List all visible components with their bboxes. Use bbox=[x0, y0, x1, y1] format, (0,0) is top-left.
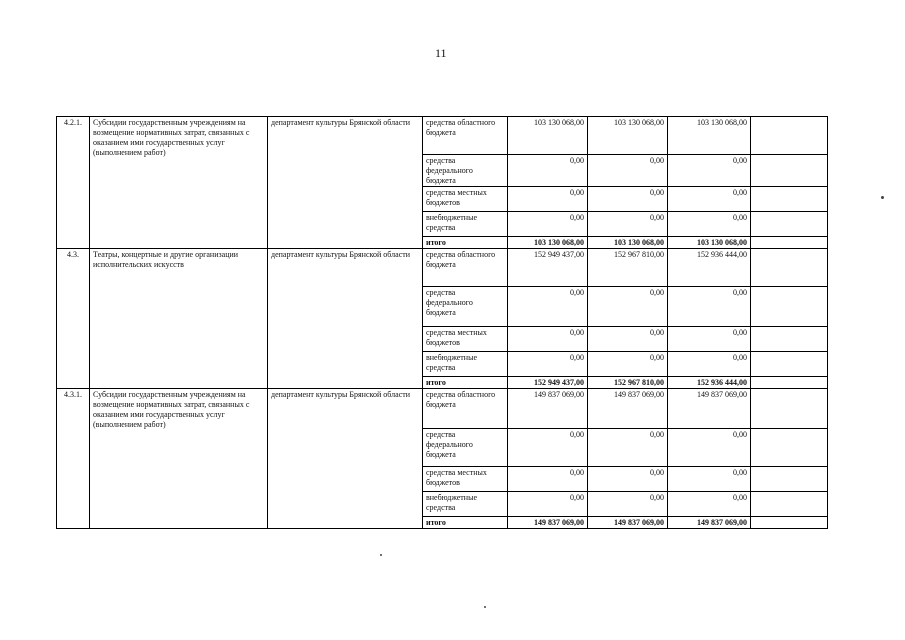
section-department: департамент культуры Брянской области bbox=[268, 249, 423, 389]
amount-cell: 0,00 bbox=[668, 212, 751, 237]
empty-cell bbox=[751, 467, 828, 492]
amount-cell: 0,00 bbox=[508, 467, 588, 492]
section-number: 4.2.1. bbox=[57, 117, 90, 249]
funding-source: средства местных бюджетов bbox=[423, 327, 508, 352]
funding-source: средства федерального бюджета bbox=[423, 155, 508, 187]
empty-cell bbox=[751, 249, 828, 287]
page-number: 11 bbox=[435, 46, 447, 60]
empty-cell bbox=[751, 237, 828, 249]
total-amount: 103 130 068,00 bbox=[508, 237, 588, 249]
empty-cell bbox=[751, 155, 828, 187]
section-department: департамент культуры Брянской области bbox=[268, 117, 423, 249]
funding-source: средства областного бюджета bbox=[423, 389, 508, 429]
amount-cell: 0,00 bbox=[508, 492, 588, 517]
amount-cell: 0,00 bbox=[668, 467, 751, 492]
table-row bbox=[57, 249, 828, 287]
total-label: итого bbox=[423, 237, 508, 249]
amount-cell: 0,00 bbox=[668, 429, 751, 467]
table-row bbox=[57, 389, 828, 429]
empty-cell bbox=[751, 187, 828, 212]
total-amount: 149 837 069,00 bbox=[668, 517, 751, 529]
scan-speck bbox=[380, 554, 382, 556]
amount-cell: 0,00 bbox=[508, 187, 588, 212]
budget-table bbox=[56, 116, 828, 529]
amount-cell: 103 130 068,00 bbox=[508, 117, 588, 155]
amount-cell: 0,00 bbox=[668, 187, 751, 212]
amount-cell: 0,00 bbox=[508, 287, 588, 327]
amount-cell: 0,00 bbox=[588, 212, 668, 237]
empty-cell bbox=[751, 517, 828, 529]
amount-cell: 149 837 069,00 bbox=[588, 389, 668, 429]
amount-cell: 152 949 437,00 bbox=[508, 249, 588, 287]
amount-cell: 0,00 bbox=[668, 155, 751, 187]
amount-cell: 149 837 069,00 bbox=[668, 389, 751, 429]
amount-cell: 0,00 bbox=[588, 287, 668, 327]
empty-cell bbox=[751, 117, 828, 155]
total-label: итого bbox=[423, 377, 508, 389]
amount-cell: 0,00 bbox=[668, 492, 751, 517]
amount-cell: 0,00 bbox=[508, 212, 588, 237]
amount-cell: 0,00 bbox=[588, 187, 668, 212]
funding-source: средства федерального бюджета bbox=[423, 429, 508, 467]
empty-cell bbox=[751, 212, 828, 237]
funding-source: средства местных бюджетов bbox=[423, 467, 508, 492]
amount-cell: 103 130 068,00 bbox=[668, 117, 751, 155]
amount-cell: 0,00 bbox=[588, 327, 668, 352]
total-amount: 152 936 444,00 bbox=[668, 377, 751, 389]
scan-speck bbox=[881, 196, 884, 199]
amount-cell: 152 936 444,00 bbox=[668, 249, 751, 287]
total-label: итого bbox=[423, 517, 508, 529]
amount-cell: 0,00 bbox=[588, 429, 668, 467]
funding-source: внебюджетные средства bbox=[423, 492, 508, 517]
empty-cell bbox=[751, 287, 828, 327]
total-amount: 149 837 069,00 bbox=[588, 517, 668, 529]
funding-source: средства областного бюджета bbox=[423, 117, 508, 155]
funding-source: внебюджетные средства bbox=[423, 352, 508, 377]
table-row bbox=[57, 117, 828, 155]
funding-source: внебюджетные средства bbox=[423, 212, 508, 237]
empty-cell bbox=[751, 429, 828, 467]
funding-source: средства областного бюджета bbox=[423, 249, 508, 287]
amount-cell: 0,00 bbox=[668, 352, 751, 377]
amount-cell: 149 837 069,00 bbox=[508, 389, 588, 429]
empty-cell bbox=[751, 352, 828, 377]
funding-source: средства федерального бюджета bbox=[423, 287, 508, 327]
total-amount: 152 967 810,00 bbox=[588, 377, 668, 389]
section-number: 4.3. bbox=[57, 249, 90, 389]
empty-cell bbox=[751, 377, 828, 389]
amount-cell: 103 130 068,00 bbox=[588, 117, 668, 155]
scan-speck bbox=[484, 606, 486, 608]
empty-cell bbox=[751, 327, 828, 352]
amount-cell: 0,00 bbox=[508, 352, 588, 377]
total-amount: 103 130 068,00 bbox=[668, 237, 751, 249]
amount-cell: 0,00 bbox=[508, 327, 588, 352]
amount-cell: 0,00 bbox=[508, 155, 588, 187]
total-amount: 152 949 437,00 bbox=[508, 377, 588, 389]
section-name: Субсидии государственным учреждениям на возмещение нормативных затрат, связанных с оказанием ими государственных услуг (выполнением работ) bbox=[90, 117, 268, 249]
section-name: Субсидии государственным учреждениям на возмещение нормативных затрат, связанных с оказанием ими государственных услуг (выполнением работ) bbox=[90, 389, 268, 529]
empty-cell bbox=[751, 492, 828, 517]
funding-source: средства местных бюджетов bbox=[423, 187, 508, 212]
total-amount: 103 130 068,00 bbox=[588, 237, 668, 249]
amount-cell: 0,00 bbox=[588, 492, 668, 517]
section-name: Театры, концертные и другие организации исполнительских искусств bbox=[90, 249, 268, 389]
total-amount: 149 837 069,00 bbox=[508, 517, 588, 529]
amount-cell: 152 967 810,00 bbox=[588, 249, 668, 287]
section-number: 4.3.1. bbox=[57, 389, 90, 529]
amount-cell: 0,00 bbox=[668, 287, 751, 327]
amount-cell: 0,00 bbox=[588, 352, 668, 377]
empty-cell bbox=[751, 389, 828, 429]
amount-cell: 0,00 bbox=[668, 327, 751, 352]
amount-cell: 0,00 bbox=[588, 467, 668, 492]
section-department: департамент культуры Брянской области bbox=[268, 389, 423, 529]
amount-cell: 0,00 bbox=[508, 429, 588, 467]
amount-cell: 0,00 bbox=[588, 155, 668, 187]
